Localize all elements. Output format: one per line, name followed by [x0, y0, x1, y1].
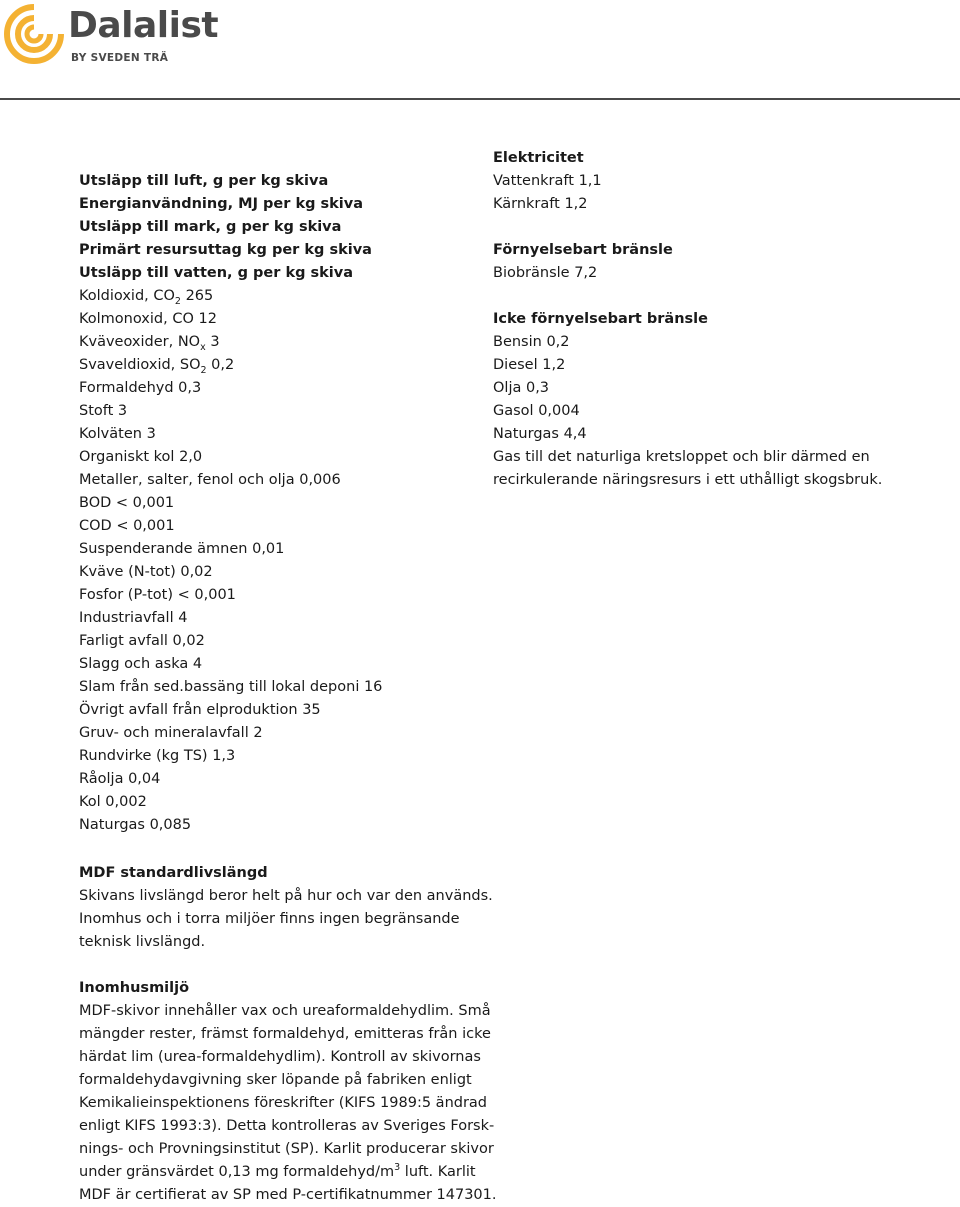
text-line: mängder rester, främst formaldehyd, emitteras från icke: [79, 1026, 491, 1042]
list-item: [79, 584, 469, 607]
item-value: 0,04: [128, 771, 161, 787]
list-header: Energianvändning, MJ per kg skiva: [79, 196, 363, 212]
emissions-list: [79, 285, 469, 837]
item-value: 0,004: [538, 403, 580, 419]
dalalist-logo-icon: [4, 4, 64, 64]
note-line: recirkulerande näringsresurs i ett uthålligt skogsbruk.: [493, 472, 883, 488]
text-line: MDF är certifierat av SP med P-certifikatnummer 147301.: [79, 1187, 497, 1203]
list-item: [79, 699, 469, 722]
item-value: 1,3: [212, 748, 236, 764]
item-label: Övrigt avfall från elproduktion: [79, 702, 298, 718]
item-label: Diesel: [493, 357, 538, 373]
list-item: [79, 331, 469, 354]
text-line: Skivans livslängd beror helt på hur och var den används.: [79, 888, 493, 904]
item-subscript: x: [200, 342, 206, 353]
list-item: [79, 653, 469, 676]
item-label: Suspenderande ämnen: [79, 541, 248, 557]
item-label: Gruv- och mineralavfall: [79, 725, 249, 741]
list-item: [79, 400, 469, 423]
energy-column: [493, 147, 953, 492]
item-label: Rundvirke (kg TS): [79, 748, 208, 764]
list-item: [79, 607, 469, 630]
item-label: Kväveoxider, NO: [79, 334, 201, 350]
item-label: Naturgas: [79, 817, 145, 833]
mdf-lifetime-title: MDF standardlivslängd: [79, 865, 268, 881]
list-item: [79, 285, 469, 308]
list-item: [79, 722, 469, 745]
item-value: 2: [253, 725, 263, 741]
text-line: nings- och Provningsinstitut (SP). Karlit producerar skivor: [79, 1141, 494, 1157]
text-line: [79, 1161, 499, 1184]
text-line: formaldehydavgivning sker löpande på fabriken enligt: [79, 1072, 472, 1088]
item-value: 1,1: [578, 173, 602, 189]
list-item: [79, 745, 469, 768]
section-spacer: [493, 216, 953, 239]
list-item: [79, 538, 469, 561]
item-value: 0,002: [105, 794, 147, 810]
list-item: [79, 492, 469, 515]
list-item: [79, 446, 469, 469]
item-label: Slagg och aska: [79, 656, 189, 672]
unit-superscript: 3: [394, 1162, 401, 1174]
text-line: Kemikalieinspektionens föreskrifter (KIFS 1989:5 ändrad: [79, 1095, 488, 1111]
list-item: [79, 814, 469, 837]
item-label: Kol: [79, 794, 101, 810]
text-line: Inomhus och i torra miljöer finns ingen begränsande: [79, 911, 460, 927]
item-label: Kolmonoxid, CO: [79, 311, 194, 327]
mdf-lifetime-section: [79, 862, 499, 954]
item-label: Farligt avfall: [79, 633, 168, 649]
list-item: [79, 768, 469, 791]
item-label: Råolja: [79, 771, 124, 787]
item-label: COD: [79, 518, 112, 534]
item-value: < 0,001: [116, 518, 175, 534]
list-item: [493, 262, 953, 285]
item-label: BOD: [79, 495, 112, 511]
item-subscript: 2: [174, 296, 181, 307]
list-item: [79, 377, 469, 400]
unit-line-end: luft. Karlit: [400, 1164, 476, 1180]
text-line: teknisk livslängd.: [79, 934, 206, 950]
section-title: Icke förnyelsebart bränsle: [493, 311, 708, 327]
item-value: 1,2: [564, 196, 588, 212]
energy-note: [493, 446, 953, 492]
list-item: [493, 193, 953, 216]
item-label: Formaldehyd: [79, 380, 174, 396]
header-divider: [0, 98, 960, 100]
energy-sections: [493, 147, 953, 446]
text-line: MDF-skivor innehåller vax och ureaformaldehydlim. Små: [79, 1003, 491, 1019]
item-label: Naturgas: [493, 426, 559, 442]
list-header: Primärt resursuttag kg per kg skiva: [79, 242, 372, 258]
item-value: 4: [178, 610, 188, 626]
emissions-headers: [79, 170, 469, 285]
item-label: Gasol: [493, 403, 534, 419]
item-value: 3: [117, 403, 128, 419]
item-label: Kolväten: [79, 426, 142, 442]
list-item: [79, 791, 469, 814]
item-value: 4: [192, 656, 203, 672]
item-label: Kväve (N-tot): [79, 564, 176, 580]
item-label: Biobränsle: [493, 265, 570, 281]
list-item: [79, 676, 469, 699]
item-value: 0,006: [299, 472, 341, 488]
emissions-column: [79, 170, 469, 837]
unit-line-start: under gränsvärdet 0,13 mg formaldehyd/m: [79, 1164, 395, 1180]
indoor-environment-section: [79, 977, 499, 1207]
item-label: Industriavfall: [79, 610, 174, 626]
list-item: [493, 170, 953, 193]
list-item: [79, 561, 469, 584]
item-label: Metaller, salter, fenol och olja: [79, 472, 295, 488]
item-value: 0,2: [211, 357, 235, 373]
item-label: Bensin: [493, 334, 542, 350]
text-line: enligt KIFS 1993:3). Detta kontrolleras av Sveriges Forsk-: [79, 1118, 495, 1134]
mdf-lifetime-text: [79, 885, 499, 954]
item-value: 3: [210, 334, 220, 350]
list-item: [79, 354, 469, 377]
item-value: 0,085: [149, 817, 192, 833]
list-item: [79, 308, 469, 331]
section-title: Förnyelsebart bränsle: [493, 242, 673, 258]
item-subscript: 2: [200, 365, 207, 376]
item-value: < 0,001: [115, 495, 175, 511]
item-label: Vattenkraft: [493, 173, 574, 189]
item-label: Koldioxid, CO: [79, 288, 175, 304]
item-value: 0,01: [252, 541, 285, 557]
list-header: Utsläpp till vatten, g per kg skiva: [79, 265, 353, 281]
list-item: [493, 400, 953, 423]
list-item: [493, 423, 953, 446]
item-value: 0,02: [172, 633, 205, 649]
item-value: 4,4: [563, 426, 587, 442]
item-label: Olja: [493, 380, 522, 396]
list-header: Utsläpp till luft, g per kg skiva: [79, 173, 329, 189]
item-label: Slam från sed.bassäng till lokal deponi: [79, 679, 360, 695]
item-label: Fosfor (P-tot): [79, 587, 174, 603]
item-label: Stoft: [79, 403, 114, 419]
item-value: 1,2: [542, 357, 566, 373]
list-item: [493, 354, 953, 377]
item-label: Organiskt kol: [79, 449, 175, 465]
item-value: 265: [185, 288, 214, 304]
note-line: Gas till det naturliga kretsloppet och blir därmed en: [493, 449, 870, 465]
section-title: Elektricitet: [493, 150, 584, 166]
list-item: [493, 377, 953, 400]
list-item: [493, 331, 953, 354]
list-item: [79, 423, 469, 446]
text-line: härdat lim (urea-formaldehydlim). Kontroll av skivornas: [79, 1049, 481, 1065]
item-value: 3: [146, 426, 156, 442]
item-value: 0,2: [546, 334, 570, 350]
item-value: 0,02: [180, 564, 213, 580]
list-item: [79, 515, 469, 538]
section-spacer: [493, 285, 953, 308]
item-value: 2,0: [179, 449, 203, 465]
item-label: Kärnkraft: [493, 196, 560, 212]
item-label: Svaveldioxid, SO: [79, 357, 201, 373]
item-value: 0,3: [525, 380, 550, 396]
item-value: 7,2: [574, 265, 598, 281]
brand-name: Dalalist: [68, 5, 219, 46]
list-item: [79, 469, 469, 492]
item-value: 12: [198, 311, 217, 327]
list-item: [79, 630, 469, 653]
item-value: < 0,001: [177, 587, 236, 603]
indoor-environment-text: [79, 1000, 499, 1207]
brand-tagline: BY SVEDEN TRÄ: [71, 52, 169, 64]
indoor-environment-title: Inomhusmiljö: [79, 980, 190, 996]
header: [0, 0, 960, 100]
item-value: 35: [302, 702, 321, 718]
list-header: Utsläpp till mark, g per kg skiva: [79, 219, 342, 235]
item-value: 0,3: [178, 380, 202, 396]
item-value: 16: [363, 679, 383, 695]
